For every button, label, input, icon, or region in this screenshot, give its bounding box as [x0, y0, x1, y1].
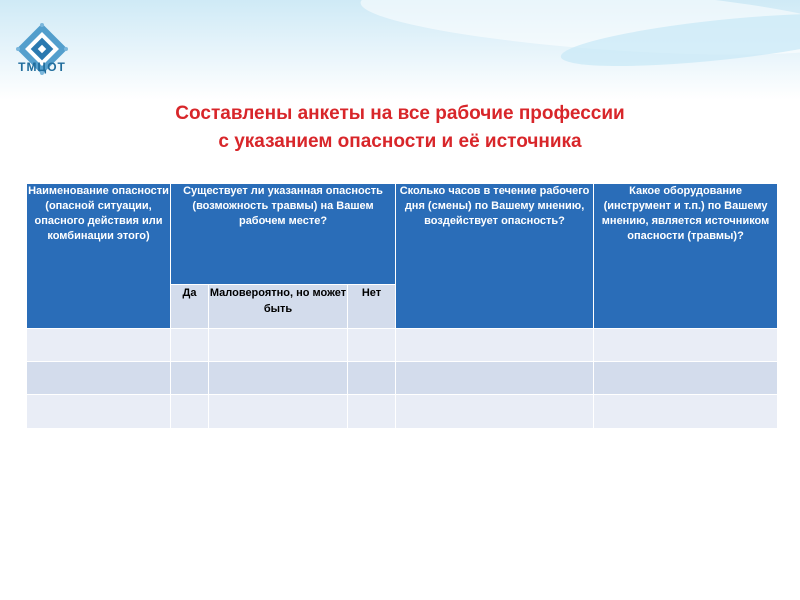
table-row — [27, 362, 778, 395]
table-cell — [348, 329, 396, 362]
table-cell — [209, 362, 348, 395]
title-line-2: с указанием опасности и её источника — [218, 131, 582, 152]
table-cell — [171, 329, 209, 362]
table-cell — [209, 329, 348, 362]
tmcot-logo-icon — [12, 10, 72, 88]
table-cell — [594, 362, 778, 395]
page-title — [0, 100, 800, 156]
table-cell — [27, 329, 171, 362]
table-cell — [348, 395, 396, 429]
subheader-yes: Да — [171, 285, 209, 329]
header-hours-exposure: Сколько часов в течение рабочего дня (смены) по Вашему мнению, воздействует опасность? — [396, 184, 594, 329]
table-row — [27, 395, 778, 429]
table-cell — [396, 362, 594, 395]
subheader-no: Нет — [348, 285, 396, 329]
table-cell — [171, 362, 209, 395]
table-cell — [594, 395, 778, 429]
survey-table — [26, 183, 778, 429]
table-cell — [594, 329, 778, 362]
table-cell — [27, 395, 171, 429]
table-cell — [348, 362, 396, 395]
logo-text: ТМЦОТ — [18, 60, 66, 74]
header-equipment-source: Какое оборудование (инструмент и т.п.) по Вашему мнению, является источником опасности (травмы)? — [594, 184, 778, 329]
table-cell — [209, 395, 348, 429]
header-background — [0, 0, 800, 100]
table-cell — [171, 395, 209, 429]
title-line-1: Составлены анкеты на все рабочие профессии — [175, 103, 625, 124]
header-hazard-name: Наименование опасности (опасной ситуации, опасного действия или комбинации этого) — [27, 184, 171, 329]
subheader-unlikely: Маловероятно, но может быть — [209, 285, 348, 329]
table-cell — [27, 362, 171, 395]
table-cell — [396, 395, 594, 429]
table-header-row — [27, 184, 778, 285]
table-cell — [396, 329, 594, 362]
header-hazard-exists: Существует ли указанная опасность (возможность травмы) на Вашем рабочем месте? — [171, 184, 396, 285]
table-row — [27, 329, 778, 362]
